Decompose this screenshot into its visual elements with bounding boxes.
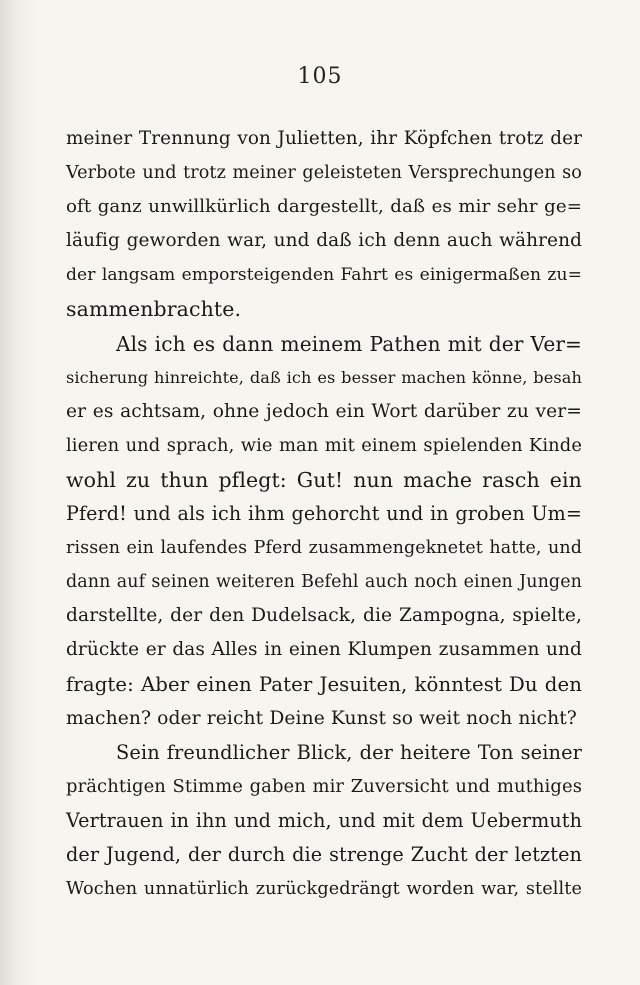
text-line: Vertrauen in ihn und mich, und mit dem Uebermuth (66, 808, 582, 832)
text-line: lieren und sprach, wie man mit einem spielenden Kinde (66, 434, 582, 456)
text-line: dann auf seinen weiteren Befehl auch noch einen Jungen (66, 572, 582, 593)
text-line: er es achtsam, ohne jedoch ein Wort darüber zu ver= (66, 400, 582, 422)
page-number: 105 (297, 64, 343, 89)
text-line: Wochen unnatürlich zurückgedrängt worden war, stellte (66, 879, 582, 900)
text-line: fragte: Aber einen Pater Jesuiten, könntest Du den (66, 672, 582, 696)
body-text (66, 122, 582, 906)
text-line: Pferd! und als ich ihm gehorcht und in groben Um= (66, 502, 582, 526)
text-line: Sein freundlicher Blick, der heitere Ton seiner (116, 740, 582, 764)
text-line: oft ganz unwillkürlich dargestellt, daß es mir sehr ge= (66, 196, 582, 218)
text-line: sicherung hinreichte, daß ich es besser machen könne, besah (66, 367, 582, 387)
text-line: darstellte, der den Dudelsack, die Zampogna, spielte, (66, 605, 582, 627)
text-line: rissen ein laufendes Pferd zusammengeknetet hatte, und (66, 538, 582, 559)
text-line: Verbote und trotz meiner geleisteten Versprechungen so (66, 163, 582, 184)
text-line: der langsam emporsteigenden Fahrt es einigermaßen zu= (66, 265, 582, 286)
text-line: läufig geworden war, und daß ich denn auch während (66, 230, 582, 252)
text-line: machen? oder reicht Deine Kunst so weit noch nicht? (66, 707, 577, 729)
text-line: sammenbrachte. (66, 297, 242, 322)
text-line: prächtigen Stimme gaben mir Zuversicht und muthiges (66, 775, 582, 797)
text-line: der Jugend, der durch die strenge Zucht der letzten (66, 842, 582, 866)
text-line: drückte er das Alles in einen Klumpen zusammen und (66, 639, 582, 661)
text-line: Als ich es dann meinem Pathen mit der Ver= (116, 331, 582, 356)
text-line: meiner Trennung von Julietten, ihr Köpfchen trotz der (66, 128, 582, 149)
text-line: wohl zu thun pflegt: Gut! nun mache rasch ein (66, 467, 582, 492)
